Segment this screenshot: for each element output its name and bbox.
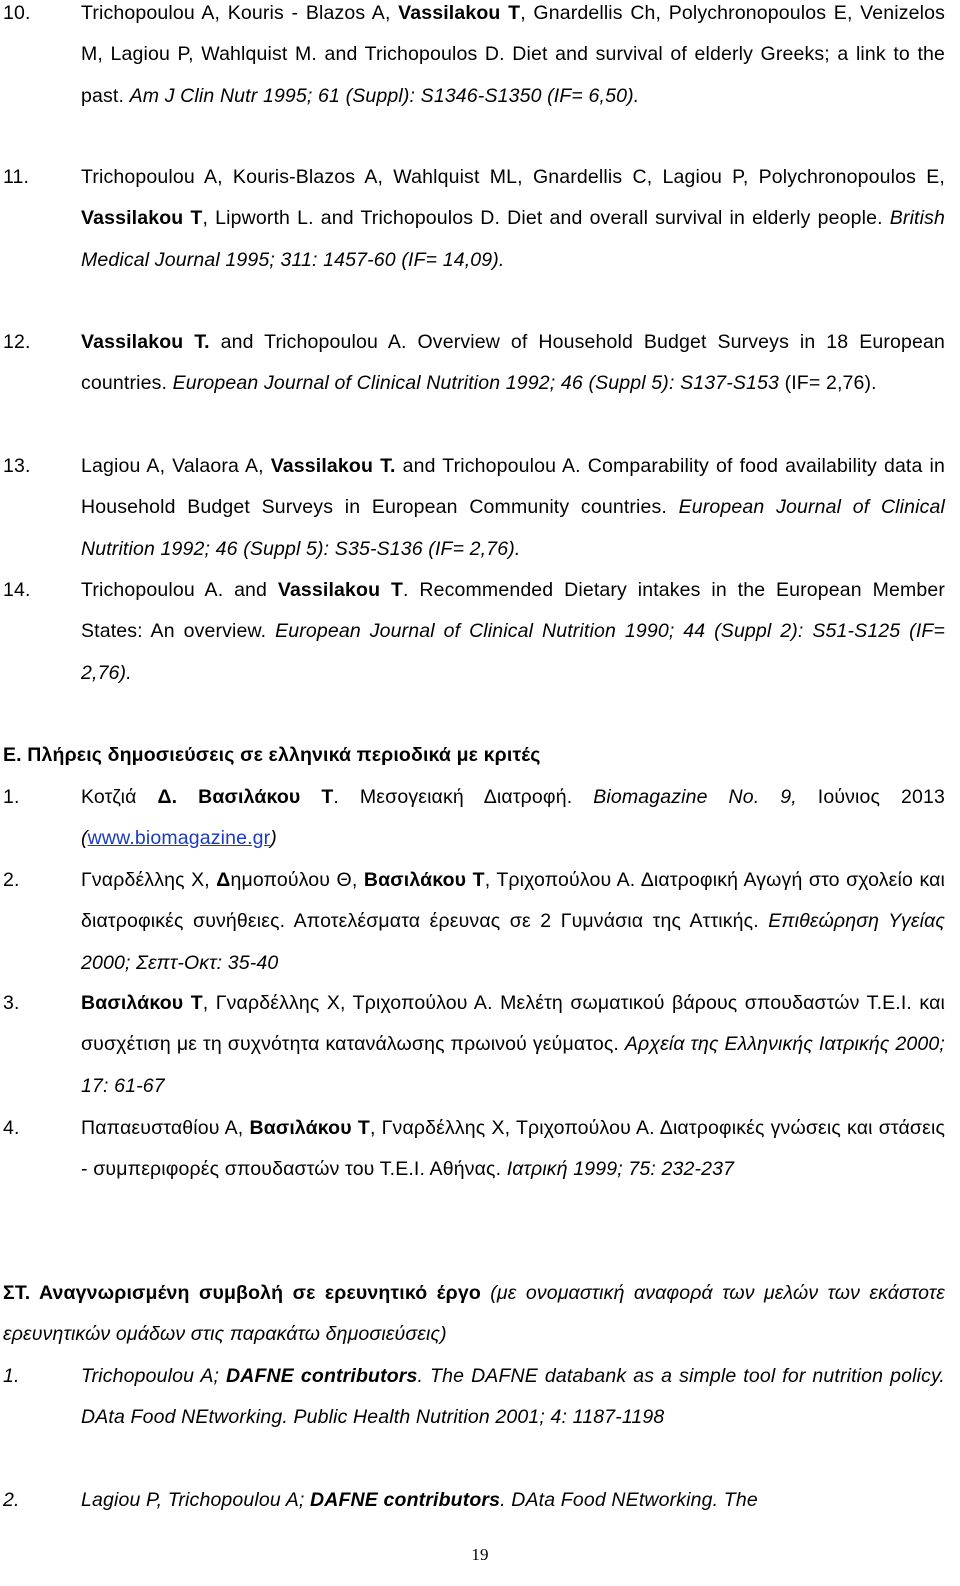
reference-14 xyxy=(3,570,945,694)
reference-number: 1. xyxy=(3,1365,20,1387)
reference-text: Lagiou A, Valaora A, Vassilakou T. and Trichopoulou A. Comparability of food availability data in Household Budget Surveys in European Community countries. European Journal of Clinical Nutrition 1992; 46 (Suppl 5): S35-S136 (IF= 2,76). xyxy=(81,455,946,560)
dafne-reference-1 xyxy=(3,1356,945,1439)
page-number: 19 xyxy=(471,1545,489,1564)
reference-13 xyxy=(3,446,945,570)
reference-10 xyxy=(3,0,945,117)
section-st-heading xyxy=(3,1273,945,1356)
reference-number: 2. xyxy=(3,1489,20,1511)
reference-number: 11. xyxy=(3,166,30,188)
section-e-heading: Ε. Πλήρεις δημοσιεύσεις σε ελληνικά περιοδικά με κριτές xyxy=(3,744,541,766)
reference-text: Trichopoulou A, Kouris-Blazos A, Wahlquist ML, Gnardellis C, Lagiou P, Polychronopoulos E, Vassilakou T, Lipworth L. and Trichopoulos D. Diet and overall survival in elderly people. British Medical Journal 1995; 311: 1457-60 (IF= 14,09). xyxy=(81,166,945,271)
reference-number: 4. xyxy=(3,1117,20,1139)
reference-number: 12. xyxy=(3,331,31,353)
reference-text: Vassilakou T. and Trichopoulou A. Overview of Household Budget Surveys in 18 European countries. European Journal of Clinical Nutrition 1992; 46 (Suppl 5): S137-S153 (IF= 2,76). xyxy=(81,331,945,395)
reference-text: Παπαευσταθίου Α, Βασιλάκου Τ, Γναρδέλλης Χ, Τριχοπούλου Α. Διατροφικές γνώσεις και στάσεις - συμπεριφορές σπουδαστών του Τ.Ε.Ι. Αθήνας. Ιατρική 1999; 75: 232-237 xyxy=(81,1117,945,1181)
greek-reference-2 xyxy=(3,860,945,984)
greek-reference-3 xyxy=(3,983,945,1107)
section-st-title: ΣΤ. Αναγνωρισμένη συμβολή σε ερευνητικό έργο xyxy=(3,1282,481,1304)
greek-reference-4 xyxy=(3,1108,945,1191)
reference-12 xyxy=(3,322,945,405)
reference-text: Lagiou P, Trichopoulou A; DAFNE contributors. DAta Food NEtworking. The xyxy=(81,1489,758,1511)
reference-text: Βασιλάκου Τ, Γναρδέλλης Χ, Τριχοπούλου Α. Μελέτη σωματικού βάρους σπουδαστών Τ.Ε.Ι. και συσχέτιση με τη συχνότητα κατανάλωσης πρωινού γεύματος. Αρχεία της Ελληνικής Ιατρικής 2000; 17: 61-67 xyxy=(81,992,945,1097)
section-st-subtitle: (με ονομαστική αναφορά των μελών των εκάστοτε ερευνητικών ομάδων στις παρακάτω δημοσιεύσεις) xyxy=(3,1282,945,1346)
reference-text: Γναρδέλλης Χ, Δημοπούλου Θ, Βασιλάκου Τ, Τριχοπούλου Α. Διατροφική Αγωγή στο σχολείο και διατροφικές συνήθειες. Αποτελέσματα έρευνας σε 2 Γυμνάσια της Αττικής. Επιθεώρηση Υγείας 2000; Σεπτ-Οκτ: 35-40 xyxy=(81,869,946,974)
reference-text: Κοτζιά Δ. Βασιλάκου Τ. Μεσογειακή Διατροφή. Biomagazine No. 9, Ιούνιος 2013 (www.biomagazine.gr) xyxy=(81,786,945,850)
reference-number: 2. xyxy=(3,869,20,891)
reference-11 xyxy=(3,157,945,281)
reference-number: 10. xyxy=(3,2,31,24)
reference-number: 1. xyxy=(3,786,20,808)
dafne-reference-2 xyxy=(3,1480,945,1521)
reference-number: 14. xyxy=(3,579,31,601)
reference-number: 3. xyxy=(3,992,20,1014)
reference-text: Trichopoulou A. and Vassilakou T. Recommended Dietary intakes in the European Member States: An overview. European Journal of Clinical Nutrition 1990; 44 (Suppl 2): S51-S125 (IF= 2,76). xyxy=(81,579,945,684)
reference-text: Trichopoulou A, Kouris - Blazos A, Vassilakou T, Gnardellis Ch, Polychronopoulos E, Venizelos M, Lagiou P, Wahlquist M. and Trichopoulos D. Diet and survival of elderly Greeks; a link to the past. Am J Clin Nutr 1995; 61 (Suppl): S1346-S1350 (IF= 6,50). xyxy=(81,2,945,107)
reference-number: 13. xyxy=(3,455,31,477)
biomagazine-link[interactable]: www.biomagazine.gr xyxy=(87,827,271,850)
greek-reference-1 xyxy=(3,777,945,860)
reference-text: Trichopoulou A; DAFNE contributors. The DAFNE databank as a simple tool for nutrition policy. DAta Food NEtworking. Public Health Nutrition 2001; 4: 1187-1198 xyxy=(81,1365,945,1429)
